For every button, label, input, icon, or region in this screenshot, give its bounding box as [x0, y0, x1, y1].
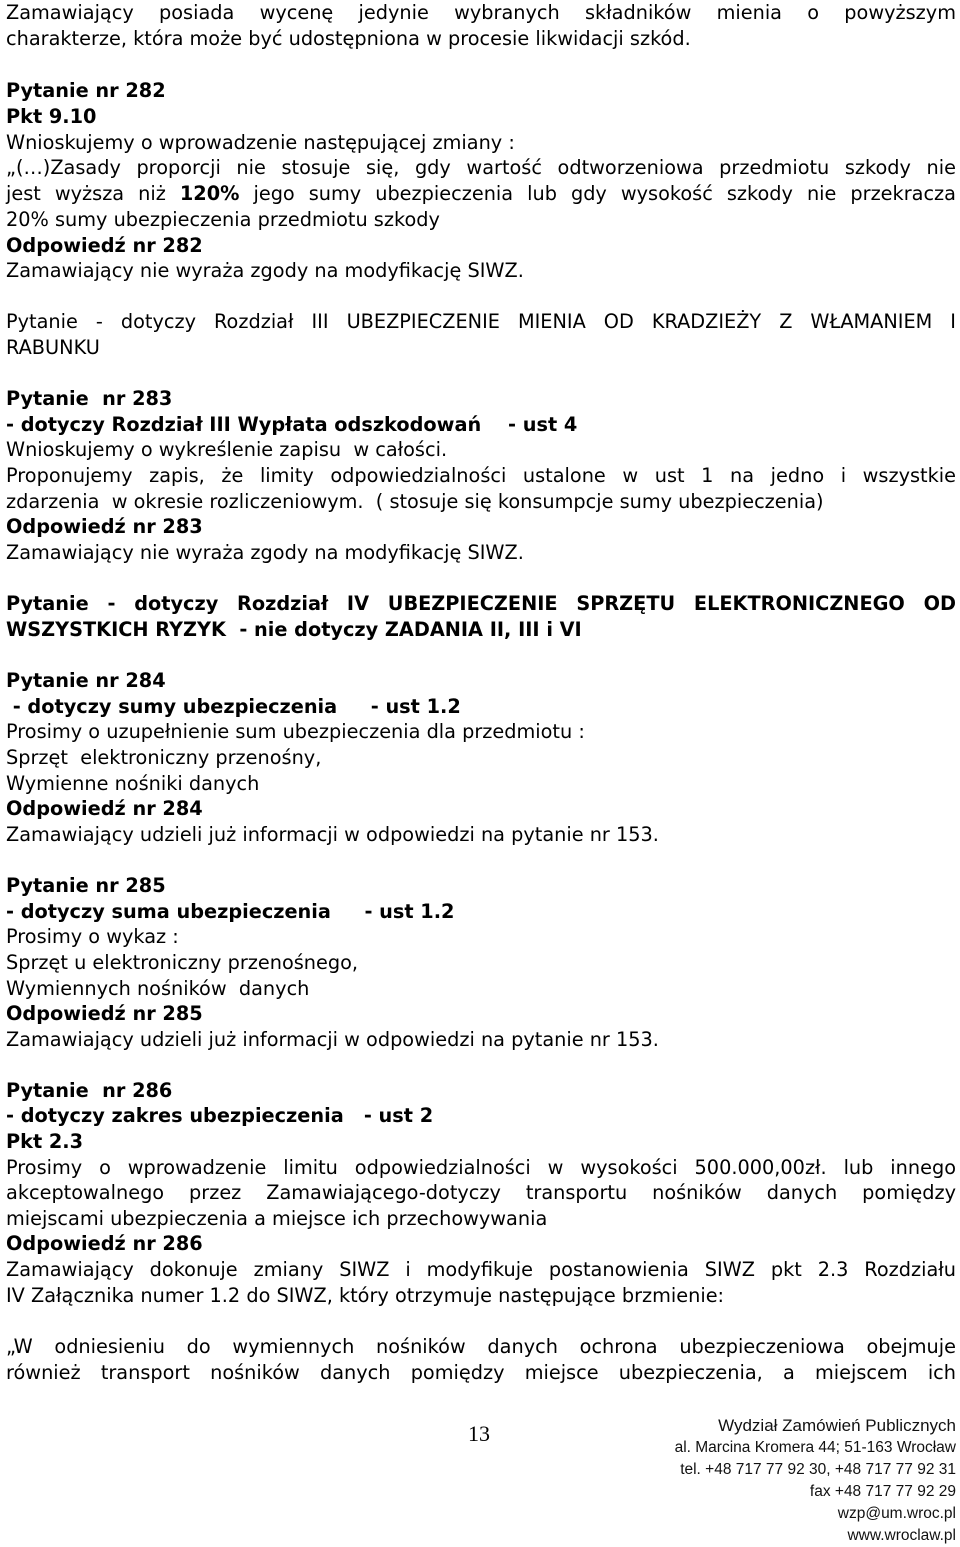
page-number: 13 — [468, 1421, 490, 1446]
text-line: Wymienne nośniki danych — [6, 772, 260, 795]
text-line: Sprzęt u elektroniczny przenośnego, — [6, 951, 359, 974]
text-line: 20% sumy ubezpieczenia przedmiotu szkody — [6, 208, 440, 231]
text-line: Wymiennych nośników danych — [6, 977, 310, 1000]
text-line: Zamawiający posiada wycenę jedynie wybranych składników mienia o powyższym — [6, 1, 956, 24]
text-line: Wnioskujemy o wprowadzenie następującej zmiany : — [6, 131, 515, 154]
text-line: Prosimy o wprowadzenie limitu odpowiedzialności w wysokości 500.000,00zł. lub innego — [6, 1156, 956, 1179]
footer-contact-block — [656, 1415, 956, 1547]
text-line: również transport nośników danych pomiędzy miejsce ubezpieczenia, a miejscem ich — [6, 1361, 956, 1384]
answer-heading-284: Odpowiedź nr 284 — [6, 797, 203, 820]
question-heading-285: Pytanie nr 285 — [6, 874, 166, 897]
answer-heading-283: Odpowiedź nr 283 — [6, 515, 203, 538]
fax-line: fax +48 717 77 92 29 — [809, 1483, 956, 1500]
text-line: Proponujemy zapis, że limity odpowiedzialności ustalone w ust 1 na jedno i wszystkie — [6, 464, 956, 487]
question-heading-283: Pytanie nr 283 — [6, 387, 173, 410]
answer-heading-286: Odpowiedź nr 286 — [6, 1232, 203, 1255]
section-question-line: WSZYSTKICH RYZYK - nie dotyczy ZADANIA II, III i VI — [6, 618, 582, 641]
text-segment: jego sumy ubezpieczenia lub gdy wysokość szkody nie przekracza — [239, 182, 956, 205]
point-reference: Pkt 2.3 — [6, 1130, 84, 1153]
text-line: Prosimy o wykaz : — [6, 925, 179, 948]
text-line: Zamawiający dokonuje zmiany SIWZ i modyfikuje postanowienia SIWZ pkt 2.3 Rozdziału — [6, 1258, 956, 1281]
question-heading-284: Pytanie nr 284 — [6, 669, 166, 692]
text-line: akceptowalnego przez Zamawiającego-dotyczy transportu nośników danych pomiędzy — [6, 1181, 956, 1204]
question-subject: - dotyczy Rozdział III Wypłata odszkodowań - ust 4 — [6, 413, 578, 436]
email-link[interactable]: wzp@um.wroc.pl — [837, 1505, 956, 1522]
text-line: Zamawiający nie wyraża zgody na modyfikację SIWZ. — [6, 259, 524, 282]
section-question-line: Pytanie - dotyczy Rozdział III UBEZPIECZENIE MIENIA OD KRADZIEŻY Z WŁAMANIEM I — [6, 310, 956, 333]
phone-line: tel. +48 717 77 92 30, +48 717 77 92 31 — [680, 1461, 956, 1478]
answer-heading-285: Odpowiedź nr 285 — [6, 1002, 203, 1025]
section-question-line: Pytanie - dotyczy Rozdział IV UBEZPIECZENIE SPRZĘTU ELEKTRONICZNEGO OD — [6, 592, 956, 615]
text-line: IV Załącznika numer 1.2 do SIWZ, który otrzymuje następujące brzmienie: — [6, 1284, 725, 1307]
address-line: al. Marcina Kromera 44; 51-163 Wrocław — [674, 1439, 956, 1456]
text-line: Prosimy o uzupełnienie sum ubezpieczenia dla przedmiotu : — [6, 720, 585, 743]
text-line: Wnioskujemy o wykreślenie zapisu w całości. — [6, 438, 448, 461]
question-subject: - dotyczy zakres ubezpieczenia - ust 2 — [6, 1104, 434, 1127]
department-name: Wydział Zamówień Publicznych — [718, 1416, 956, 1435]
text-line: „W odniesieniu do wymiennych nośników danych ochrona ubezpieczeniowa obejmuje — [6, 1335, 956, 1358]
question-subject: - dotyczy sumy ubezpieczenia - ust 1.2 — [6, 695, 461, 718]
answer-heading-282: Odpowiedź nr 282 — [6, 234, 203, 257]
text-line: Sprzęt elektroniczny przenośny, — [6, 746, 322, 769]
text-line: charakterze, która może być udostępniona w procesie likwidacji szkód. — [6, 27, 691, 50]
website-link[interactable]: www.wroclaw.pl — [847, 1527, 956, 1544]
question-heading-286: Pytanie nr 286 — [6, 1079, 173, 1102]
text-line: „(…)Zasady proporcji nie stosuje się, gdy wartość odtworzeniowa przedmiotu szkody nie — [6, 156, 956, 179]
text-line: Zamawiający udzieli już informacji w odpowiedzi na pytanie nr 153. — [6, 823, 659, 846]
text-line — [6, 181, 956, 207]
text-segment: jest wyższa niż — [6, 182, 180, 205]
text-line: Zamawiający nie wyraża zgody na modyfikację SIWZ. — [6, 541, 524, 564]
section-question-line: RABUNKU — [6, 336, 100, 359]
question-heading-282: Pytanie nr 282 — [6, 79, 166, 102]
point-reference: Pkt 9.10 — [6, 105, 97, 128]
text-segment-bold: 120% — [179, 182, 240, 205]
question-subject: - dotyczy suma ubezpieczenia - ust 1.2 — [6, 900, 455, 923]
text-line: Zamawiający udzieli już informacji w odpowiedzi na pytanie nr 153. — [6, 1028, 659, 1051]
text-line: miejscami ubezpieczenia a miejsce ich przechowywania — [6, 1207, 548, 1230]
text-line: zdarzenia w okresie rozliczeniowym. ( stosuje się konsumpcje sumy ubezpieczenia) — [6, 490, 824, 513]
